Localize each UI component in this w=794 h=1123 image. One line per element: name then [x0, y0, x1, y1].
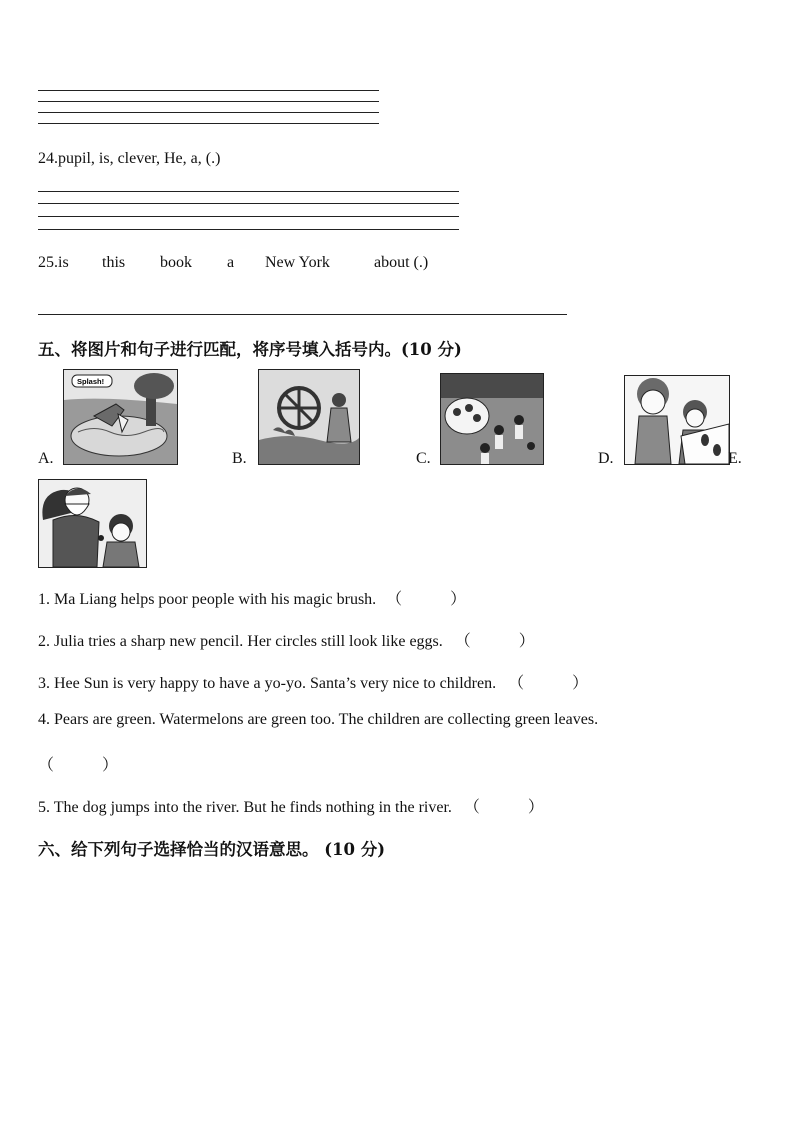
picture-label-e: E.: [728, 450, 742, 467]
sentence-text: 5. The dog jumps into the river. But he finds nothing in the river.: [38, 799, 452, 816]
answer-line: [38, 203, 459, 204]
picture-label-b: B.: [232, 450, 247, 467]
match-sentence-1: [38, 586, 466, 609]
picture-b-magic-brush: [258, 369, 360, 465]
answer-blank[interactable]: （ ）: [508, 675, 589, 692]
q25-word: book: [160, 254, 192, 271]
answer-line: [38, 216, 459, 217]
picture-d-pencil-circles: [624, 375, 730, 465]
answer-line: [38, 112, 379, 113]
answer-blank[interactable]: （ ）: [38, 757, 119, 774]
answer-line: [38, 229, 459, 230]
answer-blank[interactable]: （ ）: [454, 633, 535, 650]
section-5-heading: 五、将图片和句子进行匹配，将序号填入括号内。(10 分): [38, 340, 462, 359]
answer-line: [38, 90, 379, 91]
q25-word: this: [102, 254, 126, 271]
section-6-heading: 六、给下列句子选择恰当的汉语意思。 (10 分): [38, 840, 386, 859]
match-sentence-5: [38, 794, 544, 817]
question-24: 24.pupil, is, clever, He, a, (.): [38, 150, 221, 167]
q25-word: about (.): [374, 254, 429, 271]
answer-line: [38, 191, 459, 192]
sentence-text: 2. Julia tries a sharp new pencil. Her circles still look like eggs.: [38, 633, 443, 650]
splash-caption: Splash!: [77, 377, 105, 386]
answer-blank[interactable]: （ ）: [463, 799, 544, 816]
match-sentence-3: [38, 670, 588, 693]
answer-line: [38, 101, 379, 102]
picture-e-santa-yoyo: [38, 479, 147, 568]
picture-label-d: D.: [598, 450, 614, 467]
answer-blank[interactable]: （ ）: [386, 591, 467, 608]
q25-word: New York: [265, 254, 330, 271]
answer-line: [38, 314, 567, 315]
match-sentence-4: [38, 711, 598, 729]
q25-word: a: [227, 254, 235, 271]
picture-a-dog-river: [63, 369, 178, 465]
picture-label-c: C.: [416, 450, 431, 467]
sentence-text: 3. Hee Sun is very happy to have a yo-yo. Santa’s very nice to children.: [38, 675, 497, 692]
answer-line: [38, 123, 379, 124]
picture-label-a: A.: [38, 450, 54, 467]
sentence-text: 4. Pears are green. Watermelons are green too. The children are collecting green leaves.: [38, 711, 599, 728]
q25-word: 25.is: [38, 254, 69, 271]
picture-c-green-leaves: [440, 373, 544, 465]
match-sentence-2: [38, 628, 535, 651]
sentence-text: 1. Ma Liang helps poor people with his magic brush.: [38, 591, 377, 608]
